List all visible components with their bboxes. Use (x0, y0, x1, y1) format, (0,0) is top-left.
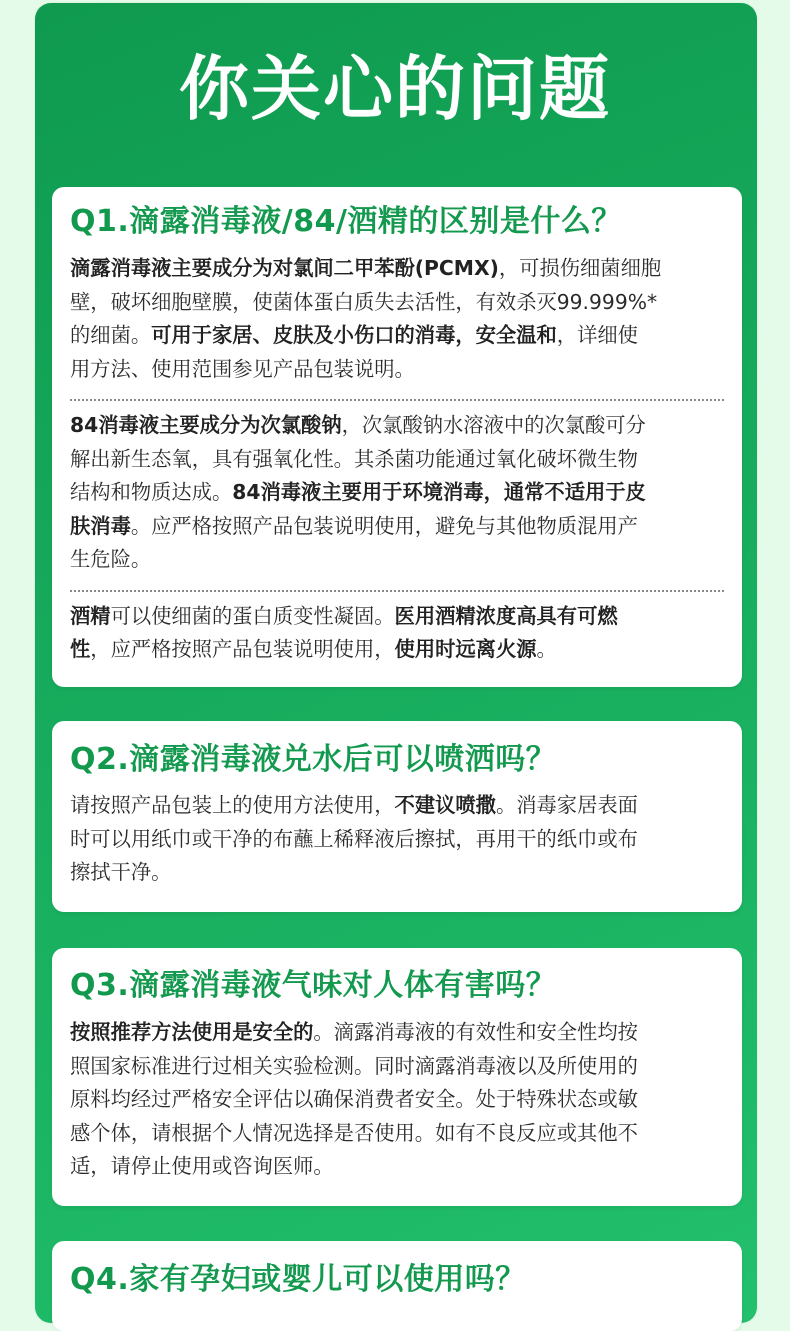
emphasized-text: 肤消毒 (70, 513, 131, 538)
answer-line (70, 633, 724, 667)
emphasized-text: 84消毒液主要成分为次氯酸钠 (70, 413, 342, 437)
answer-text: 请按照产品包装上的使用方法使用， (70, 793, 395, 817)
answer-text: 。应严格按照产品包装说明使用，避免与其他物质混用产 (130, 513, 638, 538)
answer-line (70, 1083, 724, 1117)
answer-paragraph (70, 252, 724, 386)
faq-card-q4 (52, 1241, 742, 1331)
answer-text: ，次氯酸钠水溶液中的次氯酸可分 (341, 413, 646, 437)
emphasized-text: 酒精 (70, 603, 111, 628)
answer-line (70, 252, 724, 286)
answer-text: ，应严格按照产品包装说明使用， (90, 637, 395, 661)
dotted-divider (70, 590, 724, 592)
question-heading: Q3.滴露消毒液气味对人体有害吗？ (70, 968, 557, 1003)
answer-text: ，详细使 (556, 323, 638, 347)
answer-line (70, 1016, 724, 1050)
answer-line (70, 286, 724, 320)
answer-line (70, 823, 724, 857)
emphasized-text: 使用时远离火源 (394, 637, 537, 661)
answer-line (70, 319, 724, 353)
emphasized-text: 84消毒液主要用于环境消毒，通常不适用于皮 (232, 480, 646, 504)
answer-text: 。消毒家居表面 (495, 793, 638, 817)
answer-line (70, 409, 724, 443)
answer-line (70, 600, 724, 634)
answer-text: 擦拭干净。 (70, 860, 172, 884)
answer-line (70, 1117, 724, 1151)
answer-paragraph (70, 600, 724, 667)
emphasized-text: 可用于家居、皮肤及小伤口的消毒，安全温和 (151, 323, 557, 347)
answer-text: 。 (536, 637, 557, 661)
question-heading: Q4.家有孕妇或婴儿可以使用吗？ (70, 1262, 526, 1297)
emphasized-text: 不建议喷撒 (394, 793, 496, 817)
answer-text: 。滴露消毒液的有效性和安全性均按 (313, 1020, 638, 1044)
answer-line (70, 543, 724, 577)
answer-text: 适，请停止使用或咨询医师。 (70, 1154, 334, 1178)
faq-card-q2 (52, 721, 742, 912)
answer-text: 结构和物质达成。 (70, 480, 233, 504)
dotted-divider (70, 399, 724, 401)
answer-text: 感个体，请根据个人情况选择是否使用。如有不良反应或其他不 (70, 1120, 638, 1145)
answer-text: 用方法、使用范围参见产品包装说明。 (70, 356, 415, 381)
answer-line (70, 476, 724, 510)
answer-text: 时可以用纸巾或干净的布蘸上稀释液后擦拭，再用干的纸巾或布 (70, 826, 638, 851)
emphasized-text: 按照推荐方法使用是安全的 (70, 1020, 314, 1044)
answer-paragraph (70, 409, 724, 577)
answer-text: 原料均经过严格安全评估以确保消费者安全。处于特殊状态或敏 (70, 1087, 638, 1111)
answer-line (70, 443, 724, 477)
answer-line (70, 1050, 724, 1084)
emphasized-text: 性 (70, 637, 91, 661)
question-heading: Q1.滴露消毒液/84/酒精的区别是什么？ (70, 204, 622, 239)
faq-card-q1 (52, 187, 742, 687)
answer-paragraph (70, 1016, 724, 1184)
faq-card-q3 (52, 948, 742, 1206)
answer-line (70, 856, 724, 890)
page-title: 你关心的问题 (179, 48, 611, 130)
answer-line (70, 510, 724, 544)
answer-text: 照国家标准进行过相关实验检测。同时滴露消毒液以及所使用的 (70, 1053, 638, 1078)
answer-text: 解出新生态氧，具有强氧化性。其杀菌功能通过氧化破坏微生物 (70, 446, 638, 471)
answer-line (70, 1150, 724, 1184)
answer-text: 生危险。 (70, 547, 152, 571)
answer-text: 可以使细菌的蛋白质变性凝固。 (110, 603, 395, 628)
question-heading: Q2.滴露消毒液兑水后可以喷洒吗？ (70, 742, 557, 777)
answer-paragraph (70, 789, 724, 890)
answer-line (70, 789, 724, 823)
answer-line (70, 353, 724, 387)
emphasized-text: 医用酒精浓度高具有可燃 (394, 603, 618, 628)
answer-text: ，可损伤细菌细胞 (498, 256, 662, 280)
answer-text: 的细菌。 (70, 323, 152, 347)
emphasized-text: 滴露消毒液主要成分为对氯间二甲苯酚(PCMX) (70, 256, 499, 280)
answer-text: 壁，破坏细胞壁膜，使菌体蛋白质失去活性，有效杀灭99.999%* (70, 289, 658, 314)
